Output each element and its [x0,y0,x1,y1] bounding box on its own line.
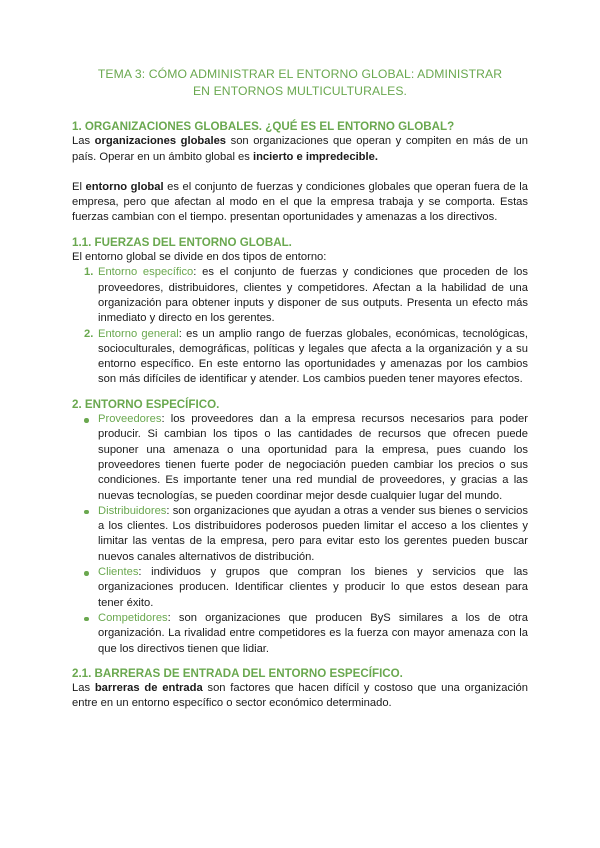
list-item-text: : es un amplio rango de fuerzas globales, económicas, tecnológicas, socioculturales, demográficas, políticas y legales que afecta a la organización y a su entorno específico. En este entorno las oportunidades y amenazas por los cambios son más difíciles de identificar y atender. Los cambios pueden tener mayores efectos. [98,327,528,386]
bullet-icon [84,571,89,576]
text-run: Las [72,682,95,695]
list-item-text: : los proveedores dan a la empresa recursos necesarios para poder producir. Si cambian los tipos o las cantidades de recursos que ofrecen puede suponer una amenaza o una oportunidad para la empresa, pues cuando los proveedores tienen fuerte poder de negociación pueden cambiar los precios o sus condiciones. Es importante tener una red mundial de proveedores, y gracias a las nuevas tecnologías, se pueden coordinar mejor desde cualquier lugar del mundo. [98,413,528,502]
specific-environment-list [72,412,528,657]
spacer [72,657,528,666]
bullet-icon [84,418,89,423]
bold-term: incierto e impredecible. [252,150,378,163]
list-item-text: : son organizaciones que ayudan a otras a vender sus bienes o servicios a los clientes. Los distribuidores poderosos pueden limitar el acceso a los clientes y limitar las ventas de la empresa, pero para evitar esto los gerentes pueden buscar nuevos canales alternativos de distribución. [98,504,528,563]
text-run: son factores que hacen difícil y costoso que una organización entre en un entorno específico o sector económico determinado. [72,682,528,710]
bullet-icon [84,617,89,622]
bold-term: organizaciones globales [94,135,227,148]
list-item-text: : es el conjunto de fuerzas y condiciones que proceden de los proveedores, distribuidores, clientes y competidores. Afectan a la habilidad de una organización para obtener inputs y disponer de sus outputs. Presenta un efecto más inmediato y directo en los gerentes. [98,266,528,325]
section-1-heading: 1. ORGANIZACIONES GLOBALES. ¿QUÉ ES EL ENTORNO GLOBAL? [72,120,455,133]
list-item-term: Proveedores [98,413,162,426]
text-run: es el conjunto de fuerzas y condiciones globales que operan fuera de la empresa, pero que afectan al modo en el que la empresa trabaja y se comporta. Estas fuerzas cambian con el tiempo. presentan oportunidades y amenazas a los directivos. [72,180,528,224]
list-item-term: Entorno específico [98,266,194,279]
list-item-term: Entorno general [98,327,179,340]
section-1-1-heading: 1.1. FUERZAS DEL ENTORNO GLOBAL. [72,235,292,249]
section-1-1-intro: El entorno global se divide en dos tipos de entorno: [72,251,327,264]
spacer [72,165,528,180]
bold-term: barreras de entrada [94,682,203,695]
list-item [98,504,528,565]
text-run: El [72,180,86,193]
section-1-paragraph-2 [72,180,528,226]
section-2-1-paragraph [72,681,528,712]
spacer [72,388,528,397]
list-item-text: : individuos y grupos que compran los bienes y servicios que las organizaciones producen. Identificar clientes y producir lo que estos desean para tener éxito. [98,566,528,609]
section-2-heading: 2. ENTORNO ESPECÍFICO. [72,397,220,411]
spacer [72,226,528,235]
list-number: 2. [84,327,94,340]
list-item [98,565,528,611]
list-item [98,611,528,657]
list-item [98,412,528,504]
list-item [84,265,528,326]
section-2-1-heading: 2.1. BARRERAS DE ENTRADA DEL ENTORNO ESPECÍFICO. [72,666,403,680]
bullet-icon [84,510,89,515]
text-run: Las [72,135,95,148]
section-1-paragraph-1 [72,134,528,165]
environment-types-list [72,265,528,387]
list-item-text: : son organizaciones que producen ByS similares a los de otra organización. La rivalidad entre competidores es la fuerza con mayor amenaza con la que los directivos tienen que lidiar. [98,611,528,655]
list-item-term: Distribuidores [98,504,167,517]
text-run: son organizaciones que operan y compiten en más de un país. Operar en un ámbito global es [72,135,528,163]
list-item-term: Clientes [98,566,139,579]
bold-term: entorno global [85,180,164,193]
list-item [84,327,528,388]
page-title: TEMA 3: CÓMO ADMINISTRAR EL ENTORNO GLOBAL: ADMINISTRAR EN ENTORNOS MULTICULTURALES. [97,67,503,98]
list-number: 1. [84,266,94,279]
list-item-term: Competidores [98,611,168,624]
